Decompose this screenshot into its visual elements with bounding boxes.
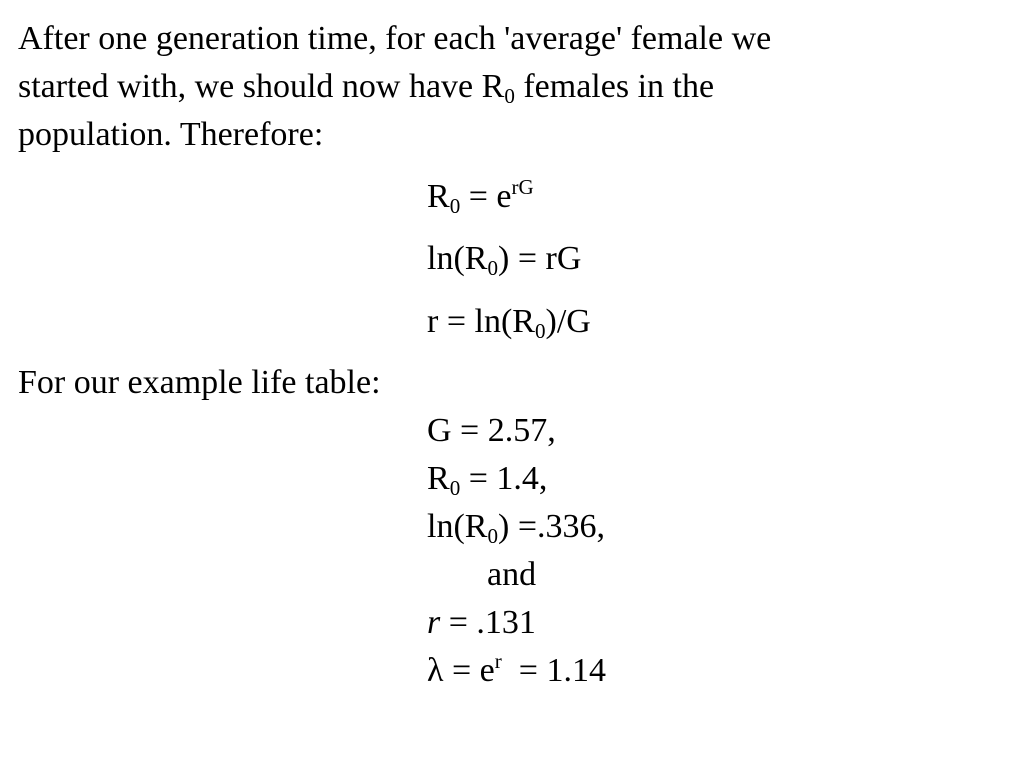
eq1-subscript: 0 — [449, 193, 461, 218]
example-r0 — [427, 460, 548, 500]
example-lambda-superscript: r — [494, 648, 502, 673]
intro-line-2 — [18, 68, 715, 108]
example-ln-r0 — [427, 508, 605, 548]
eq3-b: )/G — [545, 303, 591, 340]
equation-r — [427, 303, 591, 343]
intro-line-3 — [18, 118, 323, 152]
eq3-a: r = ln(R — [427, 303, 535, 340]
eq3-subscript: 0 — [534, 318, 546, 343]
equation-r0-exponential — [427, 174, 534, 218]
example-and — [487, 558, 536, 592]
eq2-b: ) = rG — [498, 240, 582, 277]
example-lambda-a: λ = e — [427, 652, 495, 689]
example-r-value: = .131 — [440, 604, 536, 641]
intro-text-1: After one generation time, for each 'average' female we — [18, 20, 772, 57]
example-lambda-b: = 1.14 — [501, 652, 606, 689]
example-ln-b: ) =.336, — [498, 508, 605, 545]
eq2-a: ln(R — [427, 240, 488, 277]
example-g — [427, 414, 556, 448]
equation-ln-r0 — [427, 240, 582, 280]
intro-subscript: 0 — [504, 83, 515, 108]
eq2-subscript: 0 — [487, 255, 498, 280]
example-r0-a: R — [427, 460, 450, 497]
intro-text-2a: started with, we should now have R — [18, 68, 505, 105]
intro-line-1 — [18, 22, 771, 56]
example-and-text: and — [487, 556, 537, 593]
eq1-superscript: rG — [511, 174, 534, 199]
example-heading-text: For our example life table: — [18, 364, 381, 401]
example-ln-subscript: 0 — [487, 523, 498, 548]
example-r-variable: r — [427, 604, 441, 641]
example-r0-b: = 1.4, — [460, 460, 548, 497]
example-ln-a: ln(R — [427, 508, 488, 545]
example-r0-subscript: 0 — [449, 475, 461, 500]
eq1-lhs: R — [427, 178, 450, 215]
example-r — [427, 606, 536, 640]
example-lambda — [427, 648, 606, 689]
intro-text-3: population. Therefore: — [18, 116, 324, 153]
example-heading — [18, 366, 381, 400]
example-g-text: G = 2.57, — [427, 412, 556, 449]
eq1-mid: = e — [460, 178, 512, 215]
intro-text-2b: females in the — [514, 68, 715, 105]
